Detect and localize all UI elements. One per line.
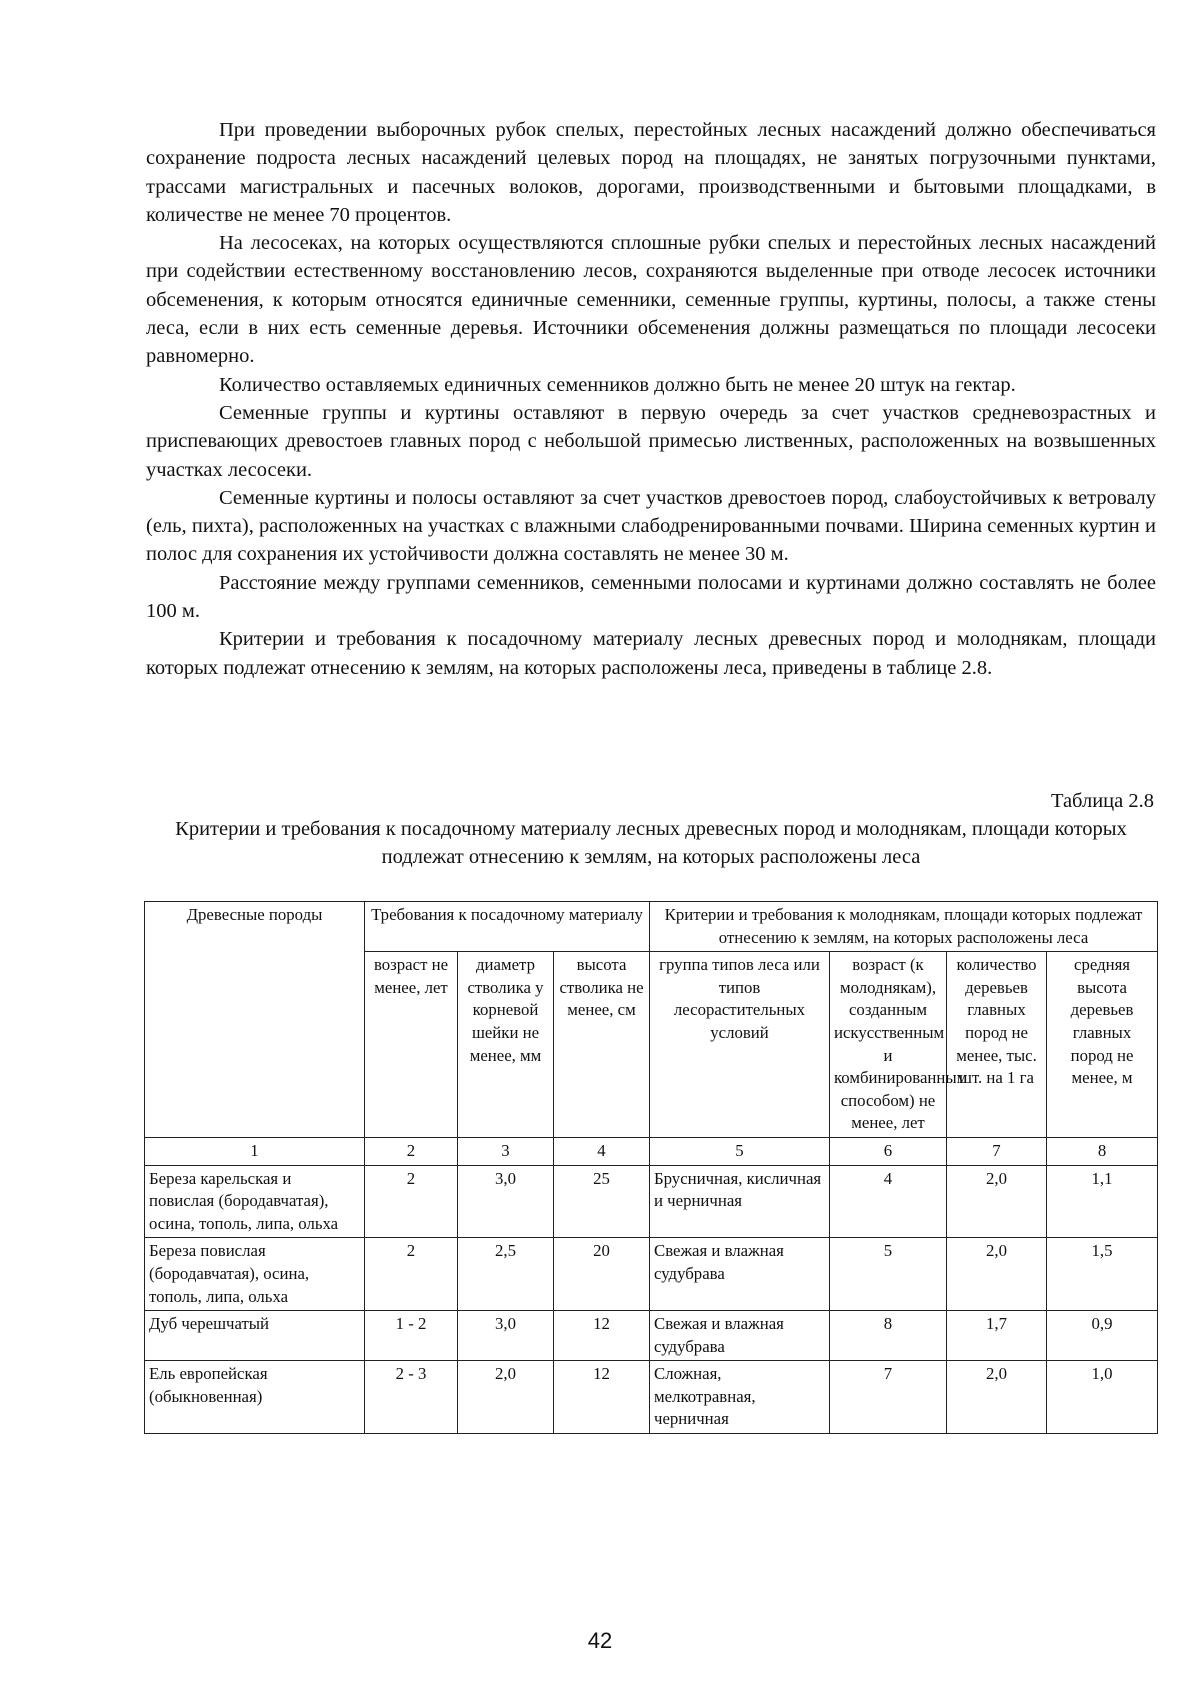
cell-value: 0,9 [1047, 1311, 1158, 1361]
paragraph: Критерии и требования к посадочному материалу лесных древесных пород и молоднякам, площади которых подлежат отнесению к землям, на которых расположены леса, приведены в таблице 2.8. [146, 628, 1156, 679]
cell-species: Ель европейская (обыкновенная) [145, 1361, 365, 1434]
table-number: Таблица 2.8 [1050, 790, 1154, 812]
cell-forest-type: Свежая и влажная судубрава [650, 1311, 830, 1361]
cell-value: 12 [554, 1361, 650, 1434]
subheader-cell: высота стволика не менее, см [554, 952, 650, 1138]
paragraph: На лесосеках, на которых осуществляются сплошные рубки спелых и перестойных лесных насаждений при содействии естественному восстановлению лесов, сохраняются выделенные при отводе лесосек источники обсеменения, к которым относятся единичные семенники, семенные группы, куртины, полосы, а также стены леса, если в них есть семенные деревья. Источники обсеменения должны размещаться по площади лесосеки равномерно. [146, 232, 1156, 368]
cell-value: 2 - 3 [365, 1361, 458, 1434]
subheader-cell: количество деревьев главных пород не менее, тыс. шт. на 1 га [947, 952, 1047, 1138]
table-row [145, 1238, 1158, 1311]
cell-value: 2 [365, 1165, 458, 1238]
header-cell-species: Древесные породы [145, 902, 365, 1138]
cell-value: 2,5 [458, 1238, 554, 1311]
table-header-row [145, 902, 1158, 952]
page-number: 42 [587, 1628, 613, 1653]
subheader-cell: группа типов леса или типов лесорастительных условий [650, 952, 830, 1138]
cell-value: 3,0 [458, 1311, 554, 1361]
cell-value: 2 [365, 1238, 458, 1311]
cell-value: 2,0 [947, 1361, 1047, 1434]
cell-value: 1,0 [1047, 1361, 1158, 1434]
paragraph: При проведении выборочных рубок спелых, перестойных лесных насаждений должно обеспечиваться сохранение подроста лесных насаждений целевых пород на площадях, не занятых погрузочными пунктами, трассами магистральных и пасечных волоков, дорогами, производственными и бытовыми площадками, в количестве не менее 70 процентов. [146, 119, 1156, 226]
cell-species: Дуб черешчатый [145, 1311, 365, 1361]
cell-forest-type: Сложная, мелкотравная, черничная [650, 1361, 830, 1434]
cell-value: 2,0 [458, 1361, 554, 1434]
cell-value: 4 [830, 1165, 947, 1238]
cell-value: 20 [554, 1238, 650, 1311]
column-number: 1 [145, 1137, 365, 1165]
header-cell-young-stands: Критерии и требования к молоднякам, площади которых подлежат отнесению к землям, на которых расположены леса [650, 902, 1158, 952]
cell-species: Береза повислая (бородавчатая), осина, тополь, липа, ольха [145, 1238, 365, 1311]
paragraph: Семенные группы и куртины оставляют в первую очередь за счет участков средневозрастных и приспевающих древостоев главных пород с небольшой примесью лиственных, расположенных на возвышенных участках лесосеки. [146, 401, 1156, 481]
table-row [145, 1311, 1158, 1361]
column-number-row [145, 1137, 1158, 1165]
cell-value: 12 [554, 1311, 650, 1361]
cell-forest-type: Свежая и влажная судубрава [650, 1238, 830, 1311]
subheader-cell: возраст (к молоднякам), созданным искусственным и комбинированным способом) не менее, лет [830, 952, 947, 1138]
cell-value: 1,1 [1047, 1165, 1158, 1238]
cell-value: 5 [830, 1238, 947, 1311]
cell-value: 1,7 [947, 1311, 1047, 1361]
column-number: 4 [554, 1137, 650, 1165]
column-number: 5 [650, 1137, 830, 1165]
requirements-table [144, 901, 1158, 1434]
cell-value: 1 - 2 [365, 1311, 458, 1361]
cell-value: 25 [554, 1165, 650, 1238]
cell-value: 2,0 [947, 1165, 1047, 1238]
subheader-cell: возраст не менее, лет [365, 952, 458, 1138]
cell-species: Береза карельская и повислая (бородавчатая), осина, тополь, липа, ольха [145, 1165, 365, 1238]
subheader-cell: средняя высота деревьев главных пород не менее, м [1047, 952, 1158, 1138]
cell-forest-type: Брусничная, кисличная и черничная [650, 1165, 830, 1238]
subheader-cell: диаметр стволика у корневой шейки не менее, мм [458, 952, 554, 1138]
header-cell-planting-material: Требования к посадочному материалу [365, 902, 650, 952]
table-row [145, 1361, 1158, 1434]
column-number: 6 [830, 1137, 947, 1165]
table-title: Критерии и требования к посадочному материалу лесных древесных пород и молоднякам, площади которых подлежат отнесению к землям, на которых расположены леса [175, 818, 1127, 868]
body-text [146, 116, 1156, 682]
paragraph: Расстояние между группами семенников, семенными полосами и куртинами должно составлять не более 100 м. [146, 571, 1156, 623]
table-row [145, 1165, 1158, 1238]
column-number: 7 [947, 1137, 1047, 1165]
column-number: 2 [365, 1137, 458, 1165]
paragraph: Семенные куртины и полосы оставляют за счет участков древостоев пород, слабоустойчивых к ветровалу (ель, пихта), расположенных на участках с влажными слабодренированными почвами. Ширина семенных куртин и полос для сохранения их устойчивости должна составлять не менее 30 м. [146, 486, 1156, 566]
cell-value: 2,0 [947, 1238, 1047, 1311]
cell-value: 3,0 [458, 1165, 554, 1238]
cell-value: 7 [830, 1361, 947, 1434]
cell-value: 1,5 [1047, 1238, 1158, 1311]
column-number: 8 [1047, 1137, 1158, 1165]
cell-value: 8 [830, 1311, 947, 1361]
column-number: 3 [458, 1137, 554, 1165]
paragraph: Количество оставляемых единичных семенников должно быть не менее 20 штук на гектар. [219, 373, 1016, 396]
